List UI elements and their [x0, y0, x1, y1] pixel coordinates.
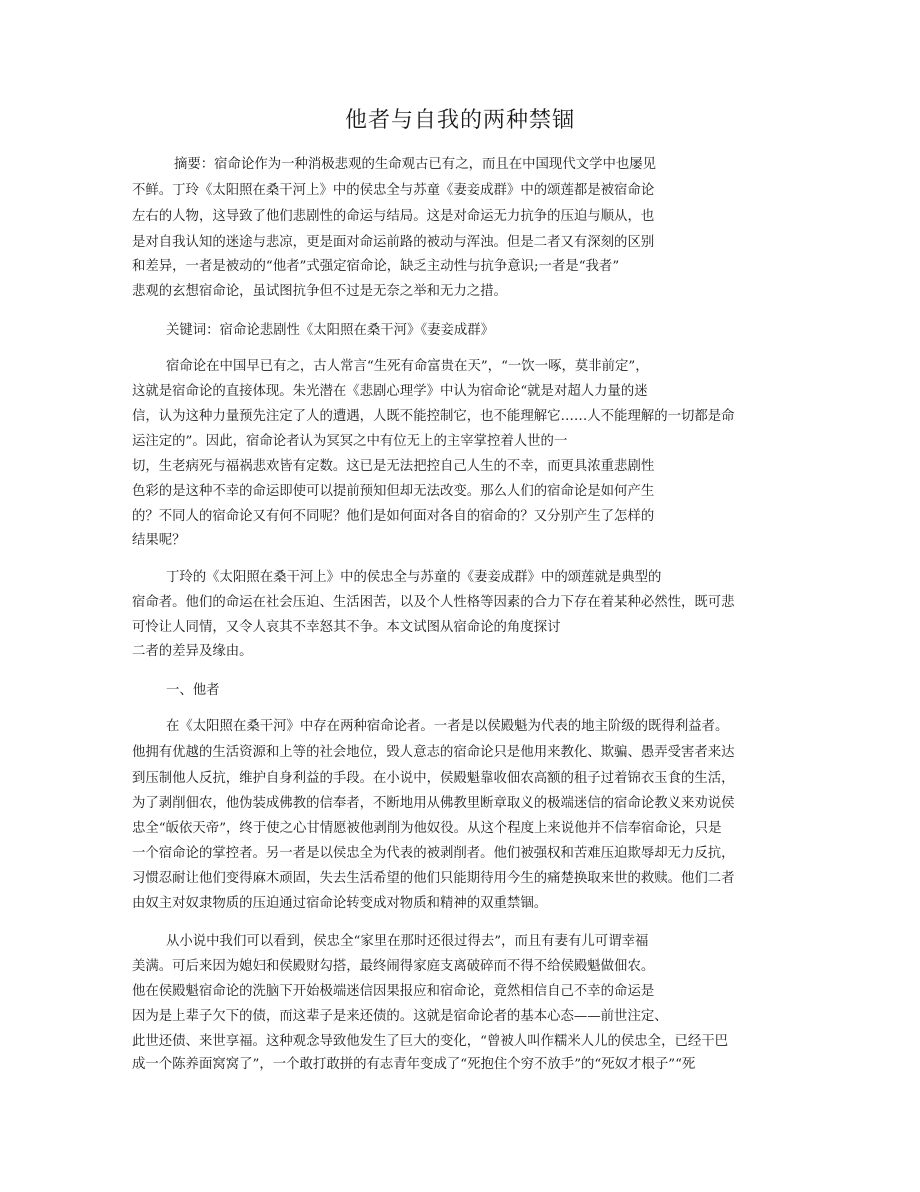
keywords-line: 关键词：宿命论悲剧性《太阳照在桑干河》《妻妾成群》: [166, 323, 495, 338]
body-line: 他在侯殿魁宿命论的洗脑下开始极端迷信因果报应和宿命论，竟然相信自己不幸的命运是: [132, 984, 655, 999]
body-line: 由奴主对奴隶物质的压迫通过宿命论转变成对物质和精神的双重禁锢。: [132, 896, 548, 911]
body-line: 在《太阳照在桑干河》中存在两种宿命论者。一者是以侯殿魁为代表的地主阶级的既得利益者。: [166, 719, 729, 734]
body-line: 可怜让人同情，又令人哀其不幸怒其不争。本文试图从宿命论的角度探讨: [132, 620, 561, 635]
abstract-line: 摘要：宿命论作为一种消极悲观的生命观古已有之，而且在中国现代文学中也屡见: [174, 157, 657, 172]
body-line: 的？不同人的宿命论又有何不同呢？他们是如何面对各自的宿命的？又分别产生了怎样的: [132, 509, 655, 524]
abstract-line: 左右的人物，这导致了他们悲剧性的命运与结局。这是对命运无力抗争的压迫与顺从，也: [132, 209, 655, 224]
body-line: 结果呢？: [132, 533, 186, 548]
body-line: 切，生老病死与福祸悲欢皆有定数。这已是无法把控自己人生的不幸，而更具浓重悲剧性: [132, 459, 655, 474]
abstract-line: 悲观的玄想宿命论，虽试图抗争但不过是无奈之举和无力之措。: [132, 284, 507, 299]
body-line: 到压制他人反抗，维护自身利益的手段。在小说中，侯殿魁靠收佃农高额的租子过着锦衣玉食的生活，: [132, 771, 735, 786]
body-line: 成一个陈养面窝窝了”，一个敢打敢拼的有志青年变成了“死抱住个穷不放手”的“死奴才根子”“死: [132, 1057, 696, 1072]
body-line: 这就是宿命论的直接体现。朱光潜在《悲剧心理学》中认为宿命论“就是对超人力量的迷: [132, 384, 648, 399]
body-line: 丁玲的《太阳照在桑干河上》中的侯忠全与苏童的《妻妾成群》中的颂莲就是典型的: [166, 570, 662, 585]
body-line: 此世还债、来世享福。这种观念导致他发生了巨大的变化，“曾被人叫作糯米人儿的侯忠全，已经干巴: [132, 1034, 729, 1049]
document-title: 他者与自我的两种禁锢: [344, 108, 575, 133]
body-line: 色彩的是这种不幸的命运即使可以提前预知但却无法改变。那么人们的宿命论是如何产生: [132, 484, 655, 499]
body-line: 因为是上辈子欠下的债，而这辈子是来还债的。这就是宿命论者的基本心态——前世注定、: [132, 1009, 668, 1024]
body-line: 忠全“皈依天帝”，终于使之心甘情愿被他剥削为他奴役。从这个程度上来说他并不信奉宿命论，只是: [132, 821, 722, 836]
section-heading: 一、他者: [166, 683, 220, 698]
body-line: 二者的差异及缘由。: [132, 644, 253, 659]
body-line: 他拥有优越的生活资源和上等的社会地位，毁人意志的宿命论只是他用来教化、欺骗、愚弄受害者来达: [132, 745, 735, 760]
body-line: 为了剥削佃农，他伪装成佛教的信奉者，不断地用从佛教里断章取义的极端迷信的宿命论教义来劝说侯: [132, 796, 735, 811]
body-line: 宿命者。他们的命运在社会压迫、生活困苦，以及个人性格等因素的合力下存在着某种必然性，既可悲: [132, 595, 735, 610]
abstract-line: 是对自我认知的迷途与悲凉，更是面对命运前路的被动与浑浊。但是二者又有深刻的区别: [132, 235, 655, 250]
body-line: 运注定的”。因此，宿命论者认为冥冥之中有位无上的主宰掌控着人世的一: [132, 434, 568, 449]
body-line: 从小说中我们可以看到，侯忠全“家里在那时还很过得去”，而且有妻有儿可谓幸福: [166, 934, 649, 949]
body-line: 习惯忍耐让他们变得麻木顽固，失去生活希望的他们只能期待用今生的痛楚换取来世的救赎。他们二者: [132, 871, 735, 886]
abstract-line: 不鲜。丁玲《太阳照在桑干河上》中的侯忠全与苏童《妻妾成群》中的颂莲都是被宿命论: [132, 183, 655, 198]
abstract-line: 和差异，一者是被动的“他者”式强定宿命论，缺乏主动性与抗争意识;一者是“我者”: [132, 259, 620, 274]
body-line: 美满。可后来因为媳妇和侯殿财勾搭，最终闹得家庭支离破碎而不得不给侯殿魁做佃农。: [132, 959, 655, 974]
body-line: 一个宿命论的掌控者。另一者是以侯忠全为代表的被剥削者。他们被强权和苦难压迫欺辱却无力反抗，: [132, 846, 735, 861]
body-line: 信，认为这种力量预先注定了人的遭遇，人既不能控制它，也不能理解它……人不能理解的一切都是命: [132, 409, 735, 424]
body-line: 宿命论在中国早已有之，古人常言“生死有命富贵在天”，“一饮一啄，莫非前定”，: [166, 359, 649, 374]
